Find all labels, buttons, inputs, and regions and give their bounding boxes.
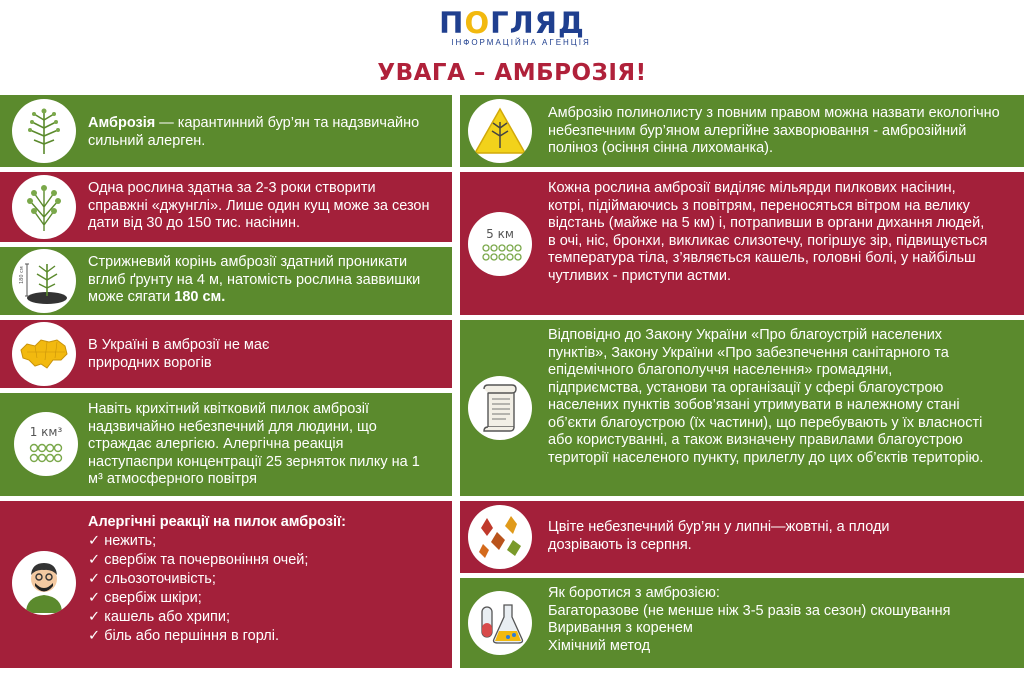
autumn-leaves-icon xyxy=(468,505,532,569)
panel-ragweed-definition xyxy=(0,95,452,167)
allergy-list xyxy=(88,513,438,646)
panel-text: Цвіте небезпечний бур’ян у липні—жовтні, а плоди дозрівають із серпня. xyxy=(548,519,890,553)
panel-blooming-period xyxy=(460,501,1024,573)
page-title: УВАГА – АМБРОЗІЯ! xyxy=(377,60,647,86)
pollen-grains-icon xyxy=(14,412,78,476)
list-item: ✓ нежить; xyxy=(88,532,438,551)
ukraine-map-icon xyxy=(12,322,76,386)
panel-root-depth xyxy=(0,247,452,315)
panel-rapid-spread xyxy=(0,172,452,242)
plant-height-label: 180 см xyxy=(19,266,25,284)
list-item: Хімічний метод xyxy=(548,637,651,654)
pollen-volume-label: 1 км³ xyxy=(29,425,63,439)
list-item: Виривання з коренем xyxy=(548,620,693,636)
logo-wordmark: ПОГЛЯД xyxy=(439,6,585,40)
lab-flasks-icon xyxy=(468,591,532,655)
scroll-icon xyxy=(468,376,532,440)
panel-pollen-spread xyxy=(460,172,1024,315)
panel-no-enemies xyxy=(0,320,452,388)
logo-subtitle: ІНФОРМАЦІЙНА АГЕНЦІЯ xyxy=(451,38,591,47)
masked-person-icon xyxy=(12,551,76,615)
panel-control-methods xyxy=(460,578,1024,668)
panel-text: В Україні в амброзії не має природних ворогів xyxy=(88,337,270,371)
ragweed-plant-icon xyxy=(12,99,76,163)
list-item: Багаторазове (не менше ніж 3-5 разів за сезон) скошування xyxy=(548,602,951,619)
list-item: ✓ кашель або хрипи; xyxy=(88,608,438,627)
list-item: ✓ біль або першіння в горлі. xyxy=(88,627,438,646)
list-item: ✓ свербіж та почервоніння очей; xyxy=(88,551,438,570)
panel-allergic-reactions xyxy=(0,501,452,668)
pollen-distance-label: 5 км xyxy=(486,227,514,241)
panel-text: Амброзію полинолисту з повним правом можна назвати екологічно небезпечним бур’яном алергійне захворювання - амброзійний поліноз (осіння сінна лихоманка). xyxy=(548,105,1000,156)
ragweed-bush-icon xyxy=(12,175,76,239)
panel-text: Кожна рослина амброзії виділяє мільярди пилкових насінин, котрі, підіймаючись з повітрям, переносяться вітром на велику відстань (майже на 5 км) і, потрапивши в органи дихання людей, в очі, ніс, бронхи, викликає слизотечу, погіршує зір, підвищується температура тіла, з’являється кашель, головні болі, у найбільш чутливих - приступи астми. xyxy=(548,180,988,284)
panel-pollen-danger xyxy=(0,393,452,496)
column-divider xyxy=(452,95,460,675)
list-item: ✓ свербіж шкіри; xyxy=(88,589,438,608)
control-methods-title: Як боротися з амброзією: xyxy=(548,585,720,601)
panel-text: Одна рослина здатна за 2-3 роки створити справжні «джунглі». Лише один кущ може за сезон дати від 30 до 150 тис. насінин. xyxy=(88,180,430,231)
panel-text: Амброзія — карантинний бур’ян та надзвичайно сильний алерген. xyxy=(88,115,420,149)
warning-plant-icon xyxy=(468,99,532,163)
panel-text xyxy=(548,585,1018,655)
logo xyxy=(0,8,1024,47)
panel-text: Навіть крихітний квітковий пилок амброзії надзвичайно небезпечний для людини, що страждає алергією. Алергічна реакція наступаєпри концентрації 25 зерняток пилку на 1 м³ атмосферного повітря xyxy=(88,401,420,487)
panel-text: Відповідно до Закону України «Про благоустрій населених пунктів», Закону України «Про забезпечення санітарного та епідемічного благополуччя населення» громадяни, підприємства, установи та організації у сфері благоустрою населених пунктів зобов’язані утримувати в належному стані об’єкти благоустрою (їх частини), що перебувають у їх власності або користуванні, а також визначену правилами благоустрою території населеного пункту, прилеглу до цих об’єктів територію. xyxy=(548,327,984,466)
panel-ecological-danger xyxy=(460,95,1024,167)
plant-height-icon xyxy=(12,249,76,313)
allergy-list-title: Алергічні реакції на пилок амброзії: xyxy=(88,514,346,530)
pollen-distance-icon xyxy=(468,212,532,276)
list-item: ✓ сльозоточивість; xyxy=(88,570,438,589)
panel-text: Стрижневий корінь амброзії здатний проникати вглиб ґрунту на 4 м, натомість рослина заввишки може сягати 180 см. xyxy=(88,254,421,305)
panel-law-requirements xyxy=(460,320,1024,496)
